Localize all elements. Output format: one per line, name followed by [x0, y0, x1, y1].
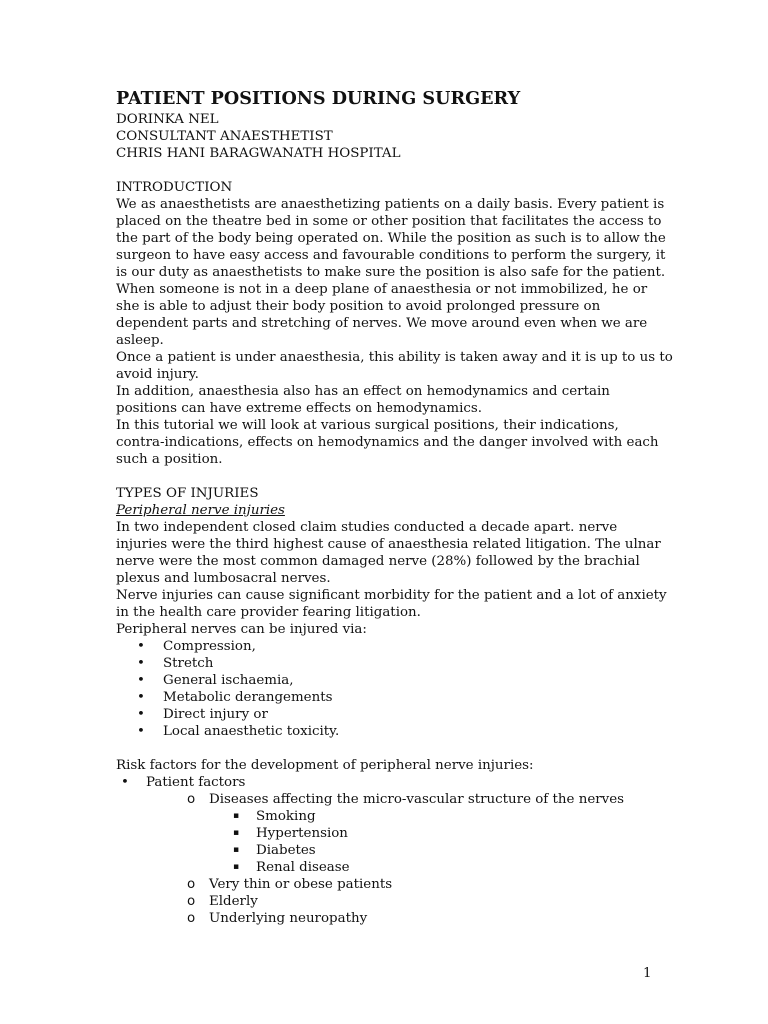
list-item: • Stretch [137, 656, 214, 671]
intro-line: dependent parts and stretching of nerves. We move around even when we are [116, 316, 648, 331]
intro-line: In addition, anaesthesia also has an effect on hemodynamics and certain [116, 384, 610, 399]
risk-factors-heading: Risk factors for the development of peripheral nerve injuries: [116, 758, 534, 773]
injury-causes-list [116, 638, 646, 740]
author-name: DORINKA NEL [116, 112, 219, 127]
list-item: ▪ Smoking [233, 809, 316, 824]
bullet-marker: • [137, 639, 145, 654]
author-role: CONSULTANT ANAESTHETIST [116, 129, 333, 144]
nerve-line: in the health care provider fearing litigation. [116, 605, 421, 620]
document-body [116, 88, 673, 927]
bullet-marker: • [121, 775, 129, 790]
document-title: PATIENT POSITIONS DURING SURGERY [116, 88, 521, 109]
list-item: • Metabolic derangements [137, 690, 333, 705]
subheading-peripheral-nerve: Peripheral nerve injuries [116, 503, 285, 518]
intro-line: avoid injury. [116, 367, 199, 382]
section-heading-introduction: INTRODUCTION [116, 180, 233, 195]
square-marker: ▪ [233, 811, 240, 821]
square-marker: ▪ [233, 862, 240, 872]
list-item-diseases: o Diseases affecting the micro-vascular structure of the nerves [187, 792, 625, 807]
list-item: • Local anaesthetic toxicity. [137, 724, 340, 739]
list-item: o Underlying neuropathy [187, 911, 368, 926]
list-item: • Direct injury or [137, 707, 268, 722]
bullet-marker: • [137, 656, 145, 671]
intro-line: she is able to adjust their body position to avoid prolonged pressure on [116, 299, 601, 314]
intro-line: When someone is not in a deep plane of anaesthesia or not immobilized, he or [116, 282, 648, 297]
page-number: 1 [643, 966, 652, 981]
nerve-line: nerve were the most common damaged nerve (28%) followed by the brachial [116, 554, 640, 569]
nerve-line: plexus and lumbosacral nerves. [116, 571, 331, 586]
circle-marker: o [187, 894, 196, 909]
list-item: • Compression, [137, 639, 256, 654]
circle-marker: o [187, 911, 196, 926]
spacer [116, 162, 646, 179]
square-marker: ▪ [233, 828, 240, 838]
intro-line: Once a patient is under anaesthesia, this ability is taken away and it is up to us to [116, 350, 673, 365]
bullet-marker: • [137, 707, 145, 722]
list-item: o Elderly [187, 894, 258, 909]
intro-line: In this tutorial we will look at various surgical positions, their indications, [116, 418, 619, 433]
circle-marker: o [187, 877, 196, 892]
intro-line: the part of the body being operated on. While the position as such is to allow the [116, 231, 666, 246]
spacer [116, 740, 646, 757]
bullet-marker: • [137, 724, 145, 739]
list-item: ▪ Hypertension [233, 826, 348, 841]
author-hospital: CHRIS HANI BARAGWANATH HOSPITAL [116, 146, 401, 161]
section-heading-injuries: TYPES OF INJURIES [116, 486, 259, 501]
circle-marker: o [187, 792, 196, 807]
nerve-line: injuries were the third highest cause of anaesthesia related litigation. The ulnar [116, 537, 661, 552]
intro-line: is our duty as anaesthetists to make sure the position is also safe for the patient. [116, 265, 666, 280]
intro-line: contra-indications, effects on hemodynamics and the danger involved with each [116, 435, 659, 450]
risk-factors-list [116, 774, 646, 927]
intro-line: asleep. [116, 333, 164, 348]
intro-line: placed on the theatre bed in some or other position that facilitates the access to [116, 214, 662, 229]
list-item: o Very thin or obese patients [187, 877, 393, 892]
list-item: ▪ Diabetes [233, 843, 316, 858]
bullet-marker: • [137, 673, 145, 688]
spacer [116, 468, 646, 485]
nerve-line: In two independent closed claim studies conducted a decade apart. nerve [116, 520, 618, 535]
intro-line: such a position. [116, 452, 223, 467]
nerve-line: Nerve injuries can cause significant morbidity for the patient and a lot of anxiety [116, 588, 667, 603]
nerve-line: Peripheral nerves can be injured via: [116, 622, 367, 637]
intro-line: surgeon to have easy access and favourable conditions to perform the surgery, it [116, 248, 666, 263]
intro-line: We as anaesthetists are anaesthetizing patients on a daily basis. Every patient is [116, 197, 665, 212]
list-item: • General ischaemia, [137, 673, 294, 688]
list-item: ▪ Renal disease [233, 860, 350, 875]
intro-line: positions can have extreme effects on hemodynamics. [116, 401, 483, 416]
square-marker: ▪ [233, 845, 240, 855]
list-item-patient-factors: • Patient factors [121, 775, 246, 790]
bullet-marker: • [137, 690, 145, 705]
